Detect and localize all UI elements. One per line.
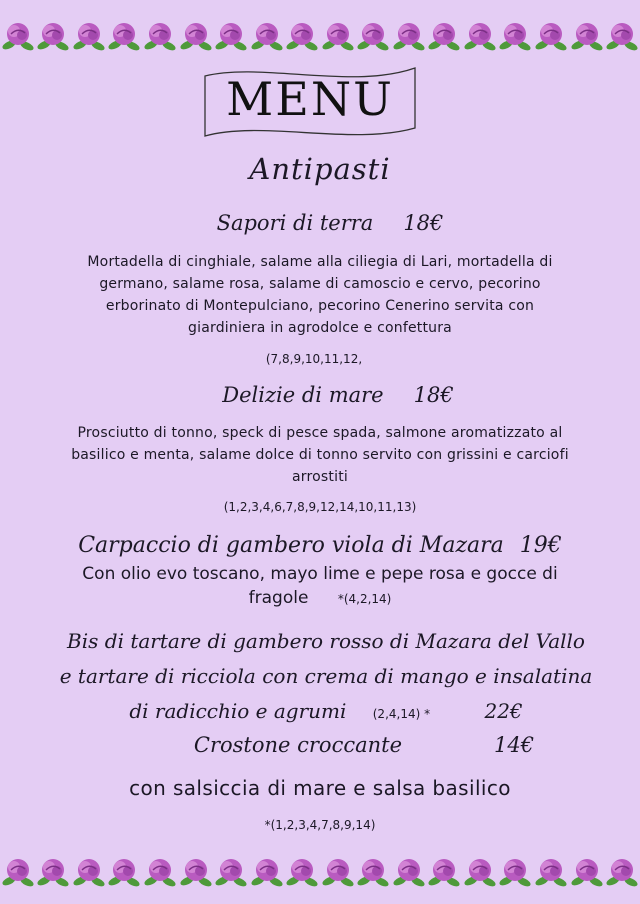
section-title: Antipasti	[249, 152, 391, 186]
rose-flower-icon	[356, 18, 390, 58]
allergen-list: *(1,2,3,4,7,8,9,14)	[264, 818, 376, 832]
description-line: di radicchio e agrumi	[129, 699, 347, 723]
dish-description	[0, 422, 640, 488]
rose-flower-icon	[285, 18, 319, 58]
rose-flower-icon	[36, 18, 70, 58]
bottom-floral-border	[0, 852, 640, 896]
dish-title	[0, 533, 640, 558]
rose-flower-icon	[498, 18, 532, 58]
description-line: giardiniera in agrodolce e confettura	[188, 320, 452, 336]
dish-title	[18, 383, 640, 407]
rose-flower-icon	[570, 18, 604, 58]
description-line: Con olio evo toscano, mayo lime e pepe rosa e gocce di	[82, 564, 558, 584]
dish-price: 14€	[494, 733, 535, 757]
rose-flower-icon	[143, 854, 177, 894]
rose-flower-icon	[427, 18, 461, 58]
rose-flower-icon	[72, 854, 106, 894]
dish-name: Sapori di terra	[216, 211, 374, 235]
rose-flower-icon	[427, 854, 461, 894]
rose-flower-icon	[392, 18, 426, 58]
dish-description	[0, 564, 640, 608]
rose-flower-icon	[534, 854, 568, 894]
rose-flower-icon	[179, 854, 213, 894]
rose-flower-icon	[36, 854, 70, 894]
rose-flower-icon	[1, 18, 35, 58]
dish-price: 22€	[484, 699, 523, 723]
description-line: arrostiti	[292, 469, 348, 485]
rose-flower-icon	[605, 18, 639, 58]
rose-flower-icon	[356, 854, 390, 894]
rose-flower-icon	[463, 18, 497, 58]
description-line: basilico e menta, salame dolce di tonno servito con grissini e carciofi	[71, 447, 569, 463]
description-line: e tartare di ricciola con crema di mango e insalatina	[59, 664, 593, 688]
dish-price: 18€	[403, 211, 444, 235]
dish-subtitle: con salsiccia di mare e salsa basilico	[129, 776, 511, 800]
rose-flower-icon	[570, 854, 604, 894]
rose-flower-icon	[498, 854, 532, 894]
rose-flower-icon	[605, 854, 639, 894]
description-last-line	[0, 588, 640, 608]
dish-price: 19€	[519, 533, 562, 558]
rose-flower-icon	[72, 18, 106, 58]
dish-price: 18€	[413, 383, 454, 407]
rose-flower-icon	[107, 18, 141, 58]
rose-flower-icon	[392, 854, 426, 894]
description-line: Mortadella di cinghiale, salame alla ciliegia di Lari, mortadella di	[87, 254, 553, 270]
rose-flower-icon	[214, 854, 248, 894]
rose-flower-icon	[214, 18, 248, 58]
rose-flower-icon	[143, 18, 177, 58]
allergen-list: (1,2,3,4,6,7,8,9,12,14,10,11,13)	[223, 500, 417, 514]
description-line: Prosciutto di tonno, speck di pesce spada, salmone aromatizzato al	[77, 425, 563, 441]
dish-name: Carpaccio di gambero viola di Mazara	[78, 533, 504, 558]
rose-flower-icon	[321, 18, 355, 58]
rose-flower-icon	[463, 854, 497, 894]
dish-description	[0, 251, 640, 339]
allergen-list: *(4,2,14)	[337, 592, 392, 606]
dish-name: Crostone croccante	[193, 733, 403, 757]
rose-flower-icon	[534, 18, 568, 58]
dish-title	[44, 733, 640, 757]
rose-flower-icon	[107, 854, 141, 894]
allergen-list: (7,8,9,10,11,12,	[265, 352, 363, 366]
rose-flower-icon	[1, 854, 35, 894]
rose-flower-icon	[321, 854, 355, 894]
menu-banner	[202, 62, 418, 142]
dish-description	[6, 624, 640, 732]
rose-flower-icon	[285, 854, 319, 894]
description-line: germano, salame rosa, salame di camoscio e cervo, pecorino	[99, 276, 541, 292]
description-last-line	[6, 694, 640, 732]
description-line: fragole	[248, 588, 309, 608]
description-line: erborinato di Montepulciano, pecorino Cenerino servita con	[105, 298, 535, 314]
dish-name: Delizie di mare	[222, 383, 384, 407]
menu-title: MENU	[226, 72, 394, 126]
allergen-list: (2,4,14) *	[372, 707, 431, 721]
top-floral-border	[0, 16, 640, 60]
description-line: Bis di tartare di gambero rosso di Mazara del Vallo	[67, 629, 585, 653]
dish-title	[10, 211, 640, 235]
rose-flower-icon	[250, 854, 284, 894]
rose-flower-icon	[250, 18, 284, 58]
rose-flower-icon	[179, 18, 213, 58]
